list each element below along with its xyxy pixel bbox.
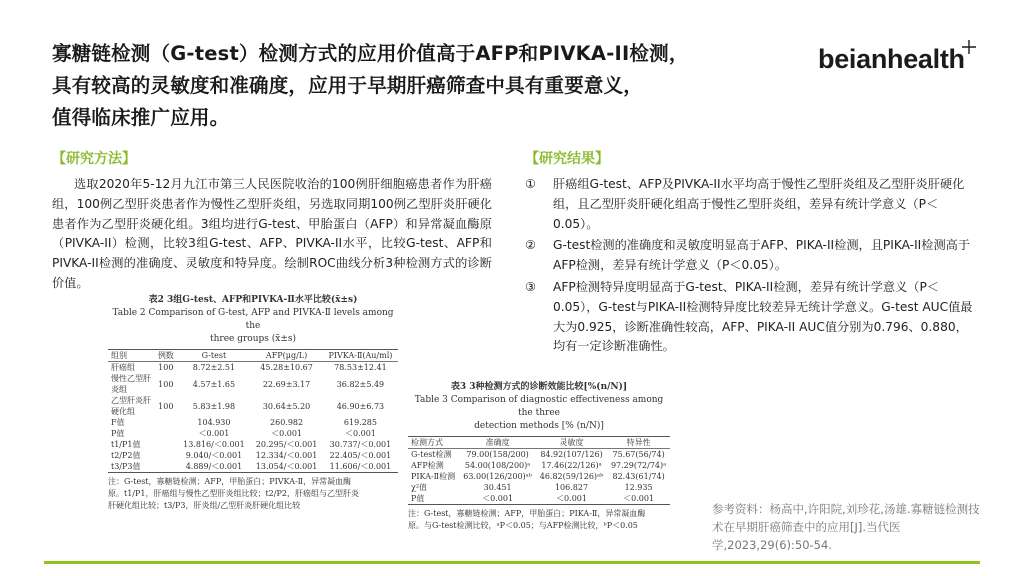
table-cell: ＜0.001 [198,429,230,438]
title-line-1: 寡糖链检测（G-test）检测方式的应用价值高于AFP和PIVKA-II检测， [52,42,689,65]
table-cell: t1/P1值 [111,440,141,449]
results-heading: 【研究结果】 [525,151,609,167]
table3-caption-en-2: detection methods [% (n/N)] [474,421,604,431]
title-line-3: 值得临床推广应用。 [52,106,230,129]
result-item [525,175,973,234]
table-cell: AFP检测 [411,461,444,470]
table-cell: 11.606/＜0.001 [323,461,398,473]
table-cell: ＜0.001 [607,493,670,505]
title-line-2: 具有较高的灵敏度和准确度，应用于早期肝癌筛查中具有重要意义， [52,74,644,97]
table-cell: 4.889/＜0.001 [178,461,251,473]
table-cell: 82.43(61/74) [612,472,665,481]
table2-note-line: 肝硬化组比较；t3/P3，肝炎组/乙型肝炎肝硬化组比较 [108,501,301,510]
result-item [525,236,973,276]
table-row [108,395,398,417]
table-cell: 97.29(72/74)ᵃ [610,461,667,470]
bottom-divider [44,561,980,564]
table-cell: ＜0.001 [536,493,607,505]
table-cell: 100 [158,363,174,372]
table3-note-line: 原。与G-test检测比较，ᵃP＜0.05；与AFP检测比较，ᵇP＜0.05 [408,521,638,530]
table-cell: 54.00(108/200)ᵃ [464,461,531,470]
table-cell: 45.28±10.67 [260,363,313,372]
table3-caption-cn: 表3 3种检测方式的诊断效能比较[%(n/N)] [450,382,628,392]
table-header-cell: 例数 [154,350,178,362]
table-cell: ＜0.001 [271,429,303,438]
table-cell: F值 [111,418,125,427]
table-cell: PIKA-Ⅱ检测 [411,472,456,481]
table-cell [154,428,178,439]
result-number: ② [525,238,536,253]
table-cell: 12.935 [624,483,653,492]
table2-caption-cn: 表2 3组G-test、AFP和PIVKA-Ⅱ水平比较(x̄±s) [148,295,358,305]
table-cell: 79.00(158/200) [466,450,529,459]
table-header-cell: G-test [178,350,251,362]
table-cell: 9.040/＜0.001 [185,451,243,460]
table2-note-line: 注：G-test，寡糖链检测；AFP，甲胎蛋白；PIVKA-Ⅱ，异常凝血酶 [108,477,352,486]
table-header-cell: 灵敏度 [536,437,607,449]
table-cell: 8.72±2.51 [192,363,236,372]
table-row [108,362,398,374]
table-cell: 84.92(107/126) [540,450,603,459]
table-row [108,428,398,439]
table-cell: 100 [158,401,174,411]
table-cell: 13.816/＜0.001 [183,440,245,449]
table-cell: 78.53±12.41 [334,363,387,372]
table-cell: t2/P2值 [111,451,141,460]
table2-figure [108,294,398,512]
table2-caption-en-2: three groups (x̄±s) [209,334,296,344]
table-header-cell: 特异性 [607,437,670,449]
page-title [52,38,752,134]
table-row [408,449,670,461]
table-cell: P值 [408,493,459,505]
table-cell: 肝癌组 [111,363,135,372]
table2 [108,349,398,473]
table3-note-line: 注：G-test，寡糖链检测；AFP，甲胎蛋白；PIKA-Ⅱ，异常凝血酶 [408,509,646,518]
table3-note [408,508,670,532]
table-header-row [408,437,670,449]
table-cell: 104.930 [197,418,231,427]
table3-figure [408,381,670,532]
table-cell [154,417,178,428]
table-header-cell: AFP(μg/L) [250,350,323,362]
table-cell [154,461,178,473]
table-cell: ＜0.001 [459,493,536,505]
table-header-cell: 组别 [108,350,154,362]
table-cell: 13.054/＜0.001 [250,461,323,473]
table2-note-line: 原。t1/P1，肝癌组与慢性乙型肝炎组比较；t2/P2，肝癌组与乙型肝炎 [108,489,359,498]
table-cell: χ²值 [411,483,428,492]
table-cell: P值 [111,429,125,438]
sparkle-icon [962,40,976,54]
result-number: ① [525,177,536,191]
table-cell: 46.82(59/126)ᵃᵇ [539,472,604,481]
table-cell [154,450,178,461]
table3-caption-en-1: Table 3 Comparison of diagnostic effectiveness among the three [414,395,664,418]
table-cell: 4.57±1.65 [192,379,236,389]
table-cell: 12.334/＜0.001 [255,451,318,460]
table-cell: 乙型肝炎肝硬化组 [111,396,151,416]
table-header-row [108,350,398,362]
table-row [408,482,670,493]
result-text: G-test检测的准确度和灵敏度明显高于AFP、PIKA-II检测，且PIKA-II检测高于AFP检测，差异有统计学意义（P＜0.05）。 [553,238,971,273]
table-cell: 慢性乙型肝炎组 [111,374,151,394]
table-row [408,460,670,471]
table-row [108,417,398,428]
table-cell: G-test检测 [411,450,452,459]
table-header-cell: PIVKA-Ⅱ(Au/ml) [323,350,398,362]
table-cell: t3/P3值 [108,461,154,473]
table-cell: 20.295/＜0.001 [255,440,318,449]
result-item [525,278,973,357]
table3 [408,436,670,505]
table-cell: 63.00(126/200)ᵃᵇ [463,472,532,481]
table-cell: 619.285 [343,418,377,427]
reference-text: 参考资料：杨高中,许阳院,刘珍花,汤雄.寡糖链检测技术在早期肝癌筛查中的应用[J].当代医学,2023,29(6):50-54. [712,502,980,552]
methods-text: 选取2020年5-12月九江市第三人民医院收治的100例肝细胞癌患者作为肝癌组，100例乙型肝炎患者作为慢性乙型肝炎组，另选取同期100例乙型肝炎肝硬化患者作为乙型肝炎硬化组。3组均进行G-test、甲胎蛋白（AFP）和异常凝血酶原（PIVKA-II）检测，比较3组G-test、AFP、PIVKA-II水平，比较G-test、AFP和PIVKA-II检测的准确度、灵敏度和特异度。绘制ROC曲线分析3种检测方式的诊断价值。 [52,177,492,290]
brand-logo: beianhealth [818,44,965,74]
table-cell: 46.90±6.73 [336,401,385,411]
table-row [108,461,398,473]
table-cell: 30.451 [483,483,512,492]
table-cell: 17.46(22/126)ᵃ [541,461,602,470]
table-cell: 30.64±5.20 [262,401,311,411]
table-cell: 30.737/＜0.001 [329,440,392,449]
table-cell: 22.405/＜0.001 [329,451,392,460]
table2-note [108,476,398,512]
result-number: ③ [525,279,536,294]
table-row [108,439,398,450]
table-row [408,493,670,505]
methods-heading: 【研究方法】 [52,151,136,167]
table-cell: 260.982 [270,418,304,427]
table-cell: 100 [158,379,174,389]
table-header-cell: 检测方式 [408,437,459,449]
table-row [108,373,398,395]
table-cell: 5.83±1.98 [192,401,236,411]
table-header-cell: 准确度 [459,437,536,449]
table-cell: 22.69±3.17 [262,379,311,389]
table-cell [154,439,178,450]
table-cell: ＜0.001 [344,429,376,438]
table-cell: 36.82±5.49 [336,379,385,389]
table-row [108,450,398,461]
result-text: AFP检测特异度明显高于G-test、PIKA-II检测，差异有统计学意义（P＜0.05），G-test与PIKA-II检测特异度比较差异无统计学意义。G-test AUC值最大为0.925，诊断准确性较高，AFP、PIKA-II AUC值分别为0.796、0.880，均有一定诊断准确性。 [553,279,973,354]
table2-caption-en-1: Table 2 Comparison of G-test, AFP and PIVKA-Ⅱ levels among the [112,308,394,331]
table-cell: 106.827 [554,483,589,492]
result-text: 肝癌组G-test、AFP及PIVKA-II水平均高于慢性乙型肝炎组及乙型肝炎肝硬化组，且乙型肝炎肝硬化组高于慢性乙型肝炎组，差异有统计学意义（P＜0.05）。 [553,177,965,231]
results-list [525,175,973,359]
table-row [408,471,670,482]
table-cell: 75.67(56/74) [612,450,665,459]
